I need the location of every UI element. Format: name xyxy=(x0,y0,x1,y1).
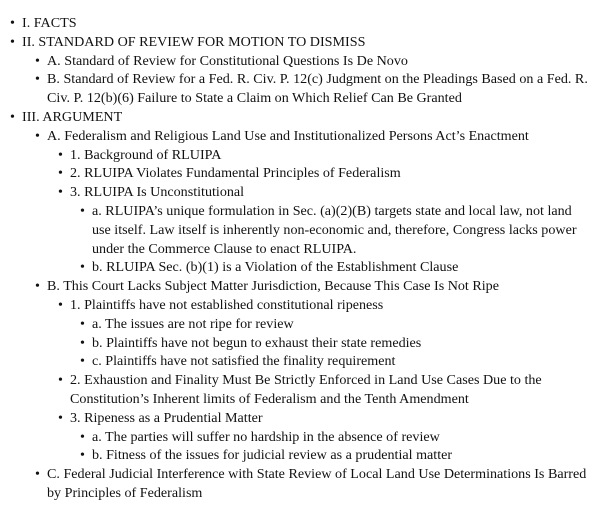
outline-item-constitutional-ripeness xyxy=(0,296,612,315)
outline-item-text: b. RLUIPA Sec. (b)(1) is a Violation of the Establishment Clause xyxy=(92,259,459,276)
outline-item-text: a. The issues are not ripe for review xyxy=(92,315,294,332)
outline-item-text: a. RLUIPA’s unique formulation in Sec. (a)(2)(B) targets state and local law, not land use itself. Law itself is inherently non-economic and, therefore, Congress lacks power under the Commerce Clause to enact RLUIPA. xyxy=(92,202,577,257)
bullet-icon: • xyxy=(80,428,85,445)
outline-item-text: 1. Background of RLUIPA xyxy=(70,146,222,163)
outline-item-unconstitutional xyxy=(0,183,612,202)
bullet-icon: • xyxy=(58,372,63,389)
bullet-icon: • xyxy=(80,334,85,351)
outline-item-text: c. Plaintiffs have not satisfied the finality requirement xyxy=(92,353,396,370)
outline-item-text: b. Fitness of the issues for judicial review as a prudential matter xyxy=(92,447,453,464)
outline-item-exhaustion-finality xyxy=(0,371,612,409)
outline-item-text: 2. RLUIPA Violates Fundamental Principles of Federalism xyxy=(70,165,401,182)
bullet-icon: • xyxy=(80,353,85,370)
bullet-icon: • xyxy=(10,108,15,125)
outline-item-federalism-rluipa xyxy=(0,127,612,146)
outline-item-de-novo xyxy=(0,52,612,71)
outline-item-no-hardship xyxy=(0,428,612,447)
outline-item-text: A. Federalism and Religious Land Use and Institutionalized Persons Act’s Enactment xyxy=(47,127,529,144)
outline-item-argument xyxy=(0,108,612,127)
bullet-icon: • xyxy=(58,184,63,201)
bullet-icon: • xyxy=(10,33,15,50)
outline-item-not-ripe xyxy=(0,277,612,296)
bullet-icon: • xyxy=(35,71,40,88)
outline-item-text: A. Standard of Review for Constitutional Questions Is De Novo xyxy=(47,52,408,69)
outline-item-fitness xyxy=(0,446,612,465)
outline-item-text: B. This Court Lacks Subject Matter Jurisdiction, Because This Case Is Not Ripe xyxy=(47,278,499,295)
outline-item-establishment-clause xyxy=(0,258,612,277)
outline-item-judgment-on-pleadings xyxy=(0,70,612,108)
outline-item-finality xyxy=(0,352,612,371)
outline-item-text: 2. Exhaustion and Finality Must Be Strictly Enforced in Land Use Cases Due to the Constitution’s Inherent limits of Federalism and the Tenth Amendment xyxy=(70,372,542,407)
outline-item-commerce-clause xyxy=(0,202,612,258)
outline-item-text: 1. Plaintiffs have not established constitutional ripeness xyxy=(70,296,384,313)
outline-item-text: a. The parties will suffer no hardship in the absence of review xyxy=(92,428,440,445)
bullet-icon: • xyxy=(58,165,63,182)
bullet-icon: • xyxy=(80,315,85,332)
bullet-icon: • xyxy=(58,296,63,313)
outline-item-text: b. Plaintiffs have not begun to exhaust their state remedies xyxy=(92,334,422,351)
outline-item-facts xyxy=(0,14,612,33)
bullet-icon: • xyxy=(35,278,40,295)
bullet-icon: • xyxy=(80,202,85,219)
outline-item-background xyxy=(0,146,612,165)
outline-item-judicial-interference xyxy=(0,465,612,503)
bullet-icon: • xyxy=(35,466,40,483)
outline-item-text: I. FACTS xyxy=(22,15,77,31)
outline-item-exhaust-remedies xyxy=(0,334,612,353)
outline-item-issues-not-ripe xyxy=(0,315,612,334)
outline-item-standard-of-review xyxy=(0,33,612,52)
outline-item-text: 3. RLUIPA Is Unconstitutional xyxy=(70,184,245,201)
bullet-icon: • xyxy=(58,146,63,163)
outline-item-text: III. ARGUMENT xyxy=(22,108,123,125)
outline-item-violates-federalism xyxy=(0,164,612,183)
bullet-icon: • xyxy=(35,127,40,144)
outline-item-prudential xyxy=(0,409,612,428)
outline-item-text: C. Federal Judicial Interference with State Review of Local Land Use Determinations Is Barred by Principles of Federalism xyxy=(47,466,587,501)
outline-item-text: B. Standard of Review for a Fed. R. Civ. P. 12(c) Judgment on the Pleadings Based on a Fed. R. Civ. P. 12(b)(6) Failure to State a Claim on Which Relief Can Be Granted xyxy=(47,71,588,107)
outline-item-text: 3. Ripeness as a Prudential Matter xyxy=(70,409,263,426)
bullet-icon: • xyxy=(10,15,15,31)
bullet-icon: • xyxy=(80,259,85,276)
bullet-icon: • xyxy=(58,409,63,426)
outline-item-text: II. STANDARD OF REVIEW FOR MOTION TO DISMISS xyxy=(22,33,366,50)
bullet-icon: • xyxy=(35,52,40,69)
bullet-icon: • xyxy=(80,447,85,464)
